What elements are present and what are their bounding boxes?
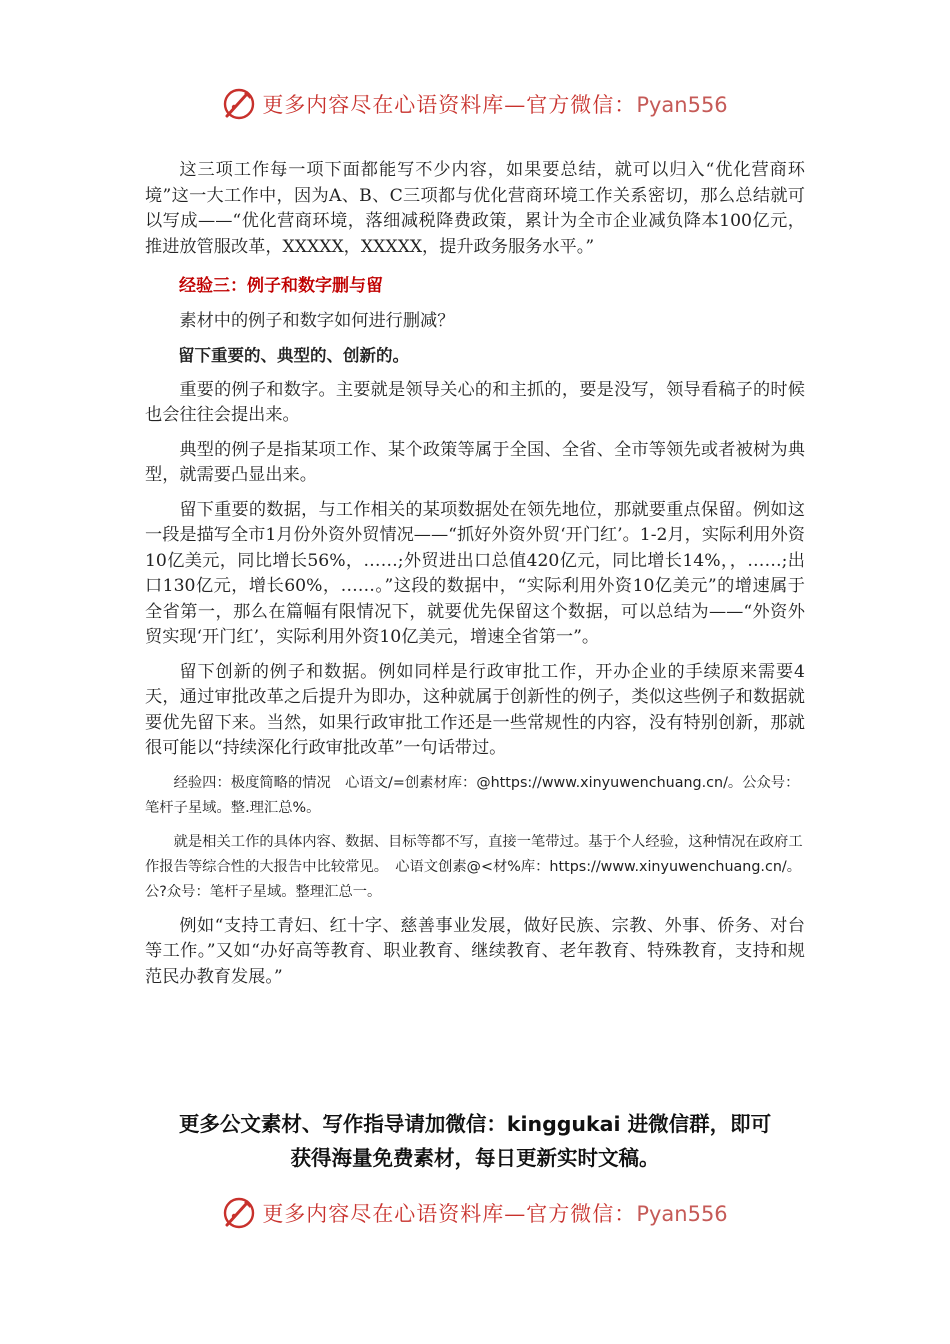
header-logo-text: 更多内容尽在心语资料库—官方微信：Pyan556 — [262, 93, 728, 117]
footer-logo — [0, 1193, 950, 1233]
footer-logo-text: 更多内容尽在心语资料库—官方微信：Pyan556 — [262, 1202, 728, 1226]
section-heading: 经验三：例子和数字删与留 — [179, 276, 383, 296]
paragraph: 例如“支持工青妇、红十字、慈善事业发展，做好民族、宗教、外事、侨务、对台等工作。”又如“办好高等教育、职业教育、继续教育、老年教育、特殊教育，支持和规范民办教育发展。” — [145, 915, 805, 987]
paragraph: 素材中的例子和数字如何进行删减？ — [179, 310, 455, 331]
footer-cta — [0, 1107, 950, 1175]
paragraph: 这三项工作每一项下面都能写不少内容，如果要总结，就可以归入“优化营商环境”这一大工作中，因为A、B、C三项都与优化营商环境工作关系密切，那么总结就可以写成——“优化营商环境，落细减税降费政策，累计为全市企业减负降本100亿元，推进放管服改革，XXXXX，XXXXX，提升政务服务水平。” — [145, 160, 805, 257]
paragraph: 典型的例子是指某项工作、某个政策等属于全国、全省、全市等领先或者被树为典型，就需要凸显出来。 — [145, 439, 805, 485]
paragraph: 留下重要的数据，与工作相关的某项数据处在领先地位，那就要重点保留。例如这一段是描写全市1月份外资外贸情况——“抓好外资外贸‘开门红’。1-2月，实际利用外资10亿美元，同比增长56%，……;外贸进出口总值420亿元，同比增长14%，，……;出口130亿元，增长60%，……。”这段的数据中，“实际利用外资10亿美元”的增速属于全省第一，那么在篇幅有限情况下，就要优先保留这个数据，可以总结为——“外资外贸实现‘开门红’，实际利用外资10亿美元，增速全省第一”。 — [145, 499, 805, 647]
brush-logo-icon — [222, 1196, 256, 1230]
brush-logo-icon — [222, 87, 256, 121]
document-body — [145, 158, 805, 990]
footer-line-2: 获得海量免费素材，每日更新实时文稿。 — [290, 1146, 660, 1170]
watermark-paragraph: 就是相关工作的具体内容、数据、目标等都不写，直接一笔带过。基于个人经验，这种情况在政府工作报告等综合性的大报告中比较常见。 心语文创素@<材%库：https://www.xinyuwenchuang.cn/。公?众号：笔杆子星域。整理汇总一。 — [145, 833, 803, 900]
footer-line-1: 更多公文素材、写作指导请加微信：kinggukai 进微信群，即可 — [178, 1112, 772, 1136]
paragraph: 重要的例子和数字。主要就是领导关心的和主抓的，要是没写，领导看稿子的时候也会往往会提出来。 — [145, 379, 805, 425]
watermark-paragraph: 经验四：极度简略的情况 心语文/=创素材库：@https://www.xinyuwenchuang.cn/。公众号：笔杆子星域。整.理汇总%。 — [145, 774, 800, 816]
emphasis-line: 留下重要的、典型的、创新的。 — [178, 346, 409, 365]
header-logo — [0, 84, 950, 124]
paragraph: 留下创新的例子和数据。例如同样是行政审批工作，开办企业的手续原来需要4天，通过审批改革之后提升为即办，这种就属于创新性的例子，类似这些例子和数据就要优先留下来。当然，如果行政审批工作还是一些常规性的内容，没有特别创新，那就很可能以“持续深化行政审批改革”一句话带过。 — [145, 661, 805, 758]
